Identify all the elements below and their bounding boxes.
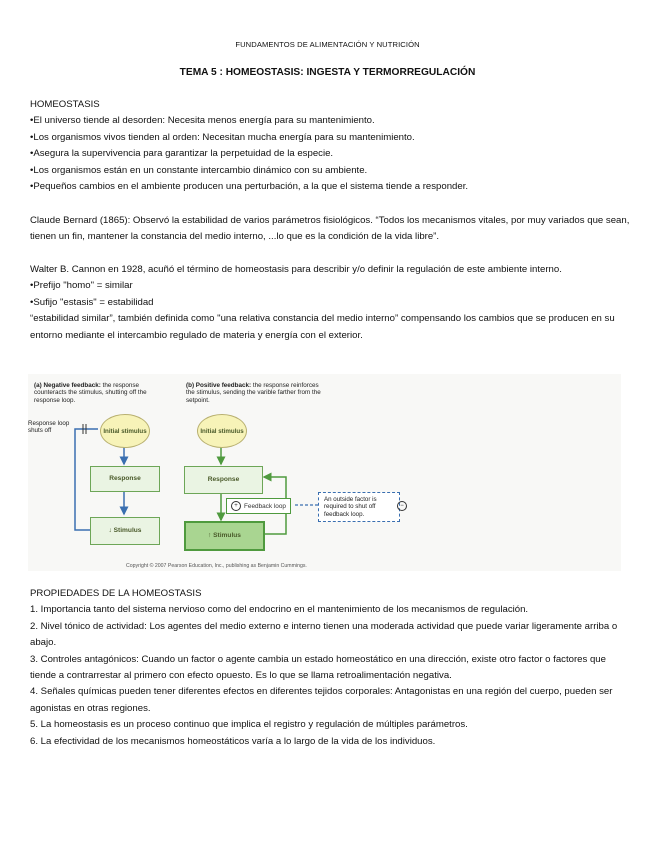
initial-stimulus-a: Initial stimulus bbox=[100, 414, 150, 448]
list-item: 6. La efectividad de los mecanismos homeostáticos varía a lo largo de la vida de los individuos. bbox=[30, 735, 436, 747]
bernard-paragraph bbox=[30, 213, 630, 246]
outside-factor-note: An outside factor is required to shut off feedback loop. bbox=[318, 492, 400, 522]
bullet-item: •Asegura la supervivencia para garantizar la perpetuidad de la especie. bbox=[30, 148, 334, 160]
plus-icon: + bbox=[231, 501, 241, 511]
page-title: TEMA 5 : HOMEOSTASIS: INGESTA Y TERMORREGULACIÓN bbox=[179, 67, 476, 78]
feedback-loop-label: + Feedback loop bbox=[226, 498, 291, 514]
document-header: FUNDAMENTOS DE ALIMENTACIÓN Y NUTRICIÓN bbox=[235, 40, 420, 49]
list-item: 4. Señales químicas pueden tener diferentes efectos en diferentes tejidos corporales: Antagonistas en una región del cuerpo, pueden ser agonistas en otras regiones. bbox=[30, 686, 613, 714]
cannon-section bbox=[30, 262, 630, 344]
feedback-figure bbox=[28, 374, 621, 571]
homeostasis-section bbox=[30, 97, 630, 195]
stimulus-box-a: ↓ Stimulus bbox=[90, 517, 160, 545]
caption-negative: (a) Negative feedback: the response counteracts the stimulus, shutting off the response loop. bbox=[34, 382, 147, 404]
suffix-item: •Sufijo "estasis" = estabilidad bbox=[30, 296, 154, 308]
bullet-item: •El universo tiende al desorden: Necesita menos energía para su mantenimiento. bbox=[30, 115, 375, 127]
list-item: 3. Controles antagónicos: Cuando un factor o agente cambia un estado homeostático en una dirección, existe otro factor o factores que tiende a contrarrestar al primero con efecto opuesto. Es lo que se llama retroalimentación negativa. bbox=[30, 653, 606, 682]
definition-text: “estabilidad similar”, también definida como "una relativa constancia del medio interno” compensando los cambios que se producen en su entorno mediante el intercambio regulado de materia y energía con el exterior. bbox=[30, 313, 615, 341]
stimulus-box-b: ↑ Stimulus bbox=[184, 521, 265, 551]
bernard-text: Claude Bernard (1865): Observó la estabilidad de varios parámetros fisiológicos. “Todos los mecanismos vitales, por muy variados que sean, tienen un fin, mantener la constancia del medio interno, ...lo que es la condición de la vida libre”. bbox=[30, 215, 630, 243]
caption-positive: (b) Positive feedback: the response reinforces the stimulus, sending the varible farther from the setpoint. bbox=[186, 382, 321, 404]
response-box-b: Response bbox=[184, 466, 263, 494]
response-loop-shutoff-label: Response loop shuts off bbox=[28, 420, 70, 435]
bullet-item: •Los organismos están en un constante intercambio dinámico con su ambiente. bbox=[30, 164, 368, 176]
section-heading: PROPIEDADES DE LA HOMEOSTASIS bbox=[30, 588, 202, 599]
cannon-intro: Walter B. Cannon en 1928, acuñó el término de homeostasis para describir y/o definir la regulación de este ambiente interno. bbox=[30, 264, 562, 275]
bullet-item: •Los organismos vivos tienden al orden: Necesitan mucha energía para su mantenimiento. bbox=[30, 131, 415, 143]
initial-stimulus-b: Initial stimulus bbox=[197, 414, 247, 448]
minus-icon: − bbox=[397, 501, 407, 511]
bullet-item: •Pequeños cambios en el ambiente producen una perturbación, a la que el sistema tiende a responder. bbox=[30, 181, 469, 193]
properties-section bbox=[30, 586, 630, 750]
list-item: 1. Importancia tanto del sistema nervioso como del endocrino en el mantenimiento de los mecanismos de regulación. bbox=[30, 604, 529, 616]
list-item: 5. La homeostasis es un proceso continuo que implica el registro y regulación de múltiples parámetros. bbox=[30, 719, 468, 731]
figure-copyright: Copyright © 2007 Pearson Education, Inc., publishing as Benjamin Cummings. bbox=[126, 563, 307, 569]
prefix-item: •Prefijo "homo" = similar bbox=[30, 280, 133, 292]
response-box-a: Response bbox=[90, 466, 160, 492]
list-item: 2. Nivel tónico de actividad: Los agentes del medio externo e interno tienen una moderada actividad que puede variar ligeramente arriba o abajo. bbox=[30, 620, 618, 649]
section-heading: HOMEOSTASIS bbox=[30, 99, 100, 110]
